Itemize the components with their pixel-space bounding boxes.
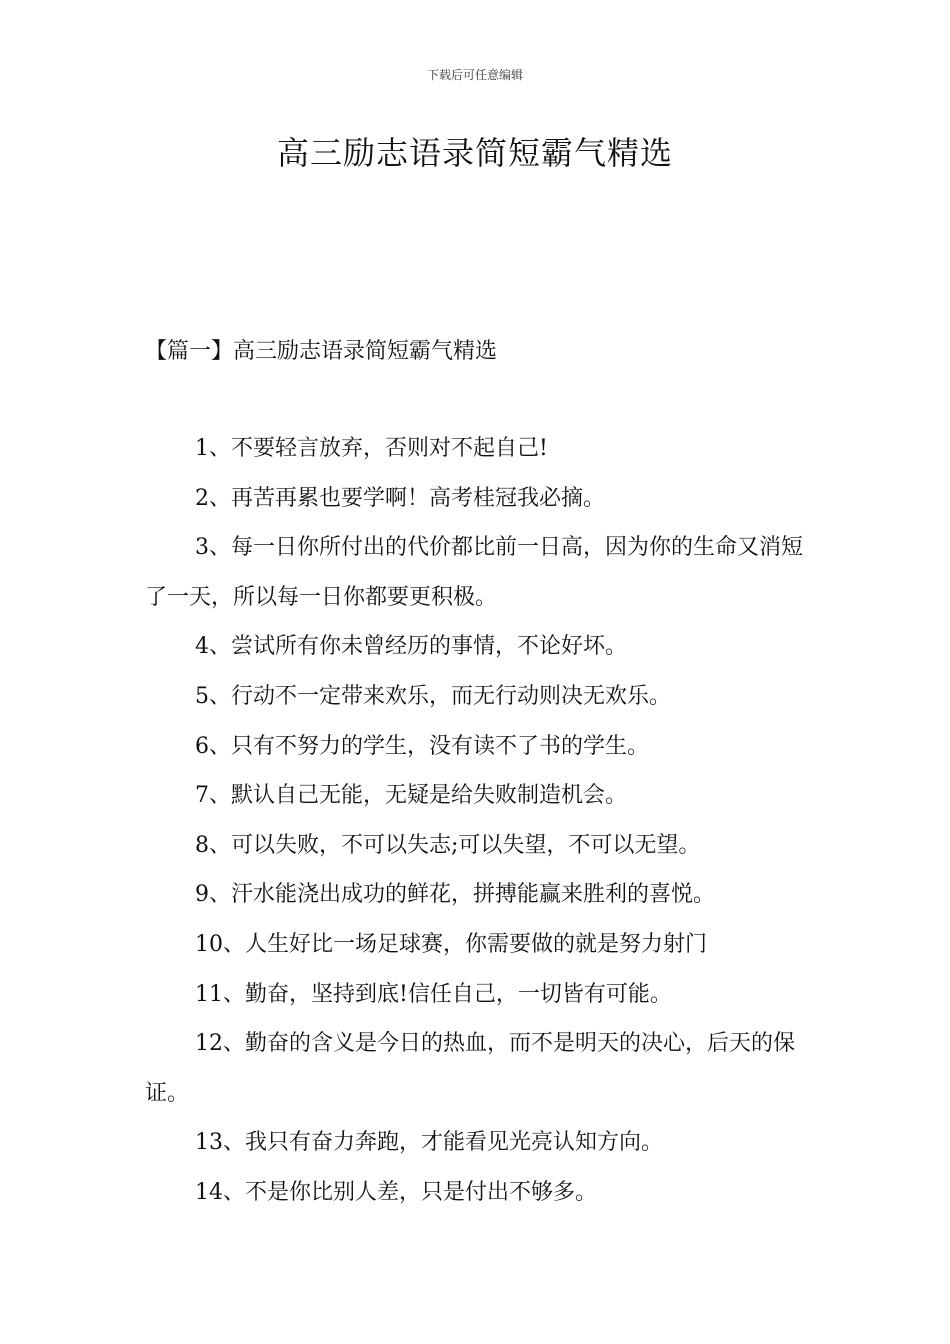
quote-item: 12、勤奋的含义是今日的热血，而不是明天的决心，后天的保证。	[145, 1031, 795, 1106]
quote-item: 13、我只有奋力奔跑，才能看见光亮认知方向。	[195, 1130, 663, 1156]
quote-item: 11、勤奋，坚持到底!信任自己，一切皆有可能。	[195, 981, 672, 1007]
quote-item: 1、不要轻言放弃，否则对不起自己!	[195, 436, 548, 461]
quote-item: 3、每一日你所付出的代价都比前一日高，因为你的生命又消短了一天，所以每一日你都要更积极。	[145, 535, 803, 610]
quote-item: 9、汗水能浇出成功的鲜花，拼搏能赢来胜利的喜悦。	[195, 882, 715, 908]
quote-item: 6、只有不努力的学生，没有读不了书的学生。	[195, 733, 649, 759]
quote-item: 8、可以失败，不可以失志;可以失望，不可以无望。	[195, 832, 701, 858]
section-heading: 【篇一】高三励志语录简短霸气精选	[145, 339, 498, 364]
document-title: 高三励志语录简短霸气精选	[276, 134, 673, 172]
quote-item: 4、尝试所有你未曾经历的事情，不论好坏。	[195, 634, 627, 660]
quote-item: 10、人生好比一场足球赛，你需要做的就是努力射门	[195, 931, 707, 957]
header-note: 下载后可任意编辑	[426, 68, 523, 82]
quote-list	[145, 424, 810, 1218]
quote-item: 7、默认自己无能，无疑是给失败制造机会。	[195, 783, 627, 809]
quote-item: 2、再苦再累也要学啊！高考桂冠我必摘。	[195, 485, 605, 511]
quote-item: 14、不是你比别人差，只是付出不够多。	[195, 1179, 597, 1205]
quote-item: 5、行动不一定带来欢乐，而无行动则决无欢乐。	[195, 683, 671, 709]
